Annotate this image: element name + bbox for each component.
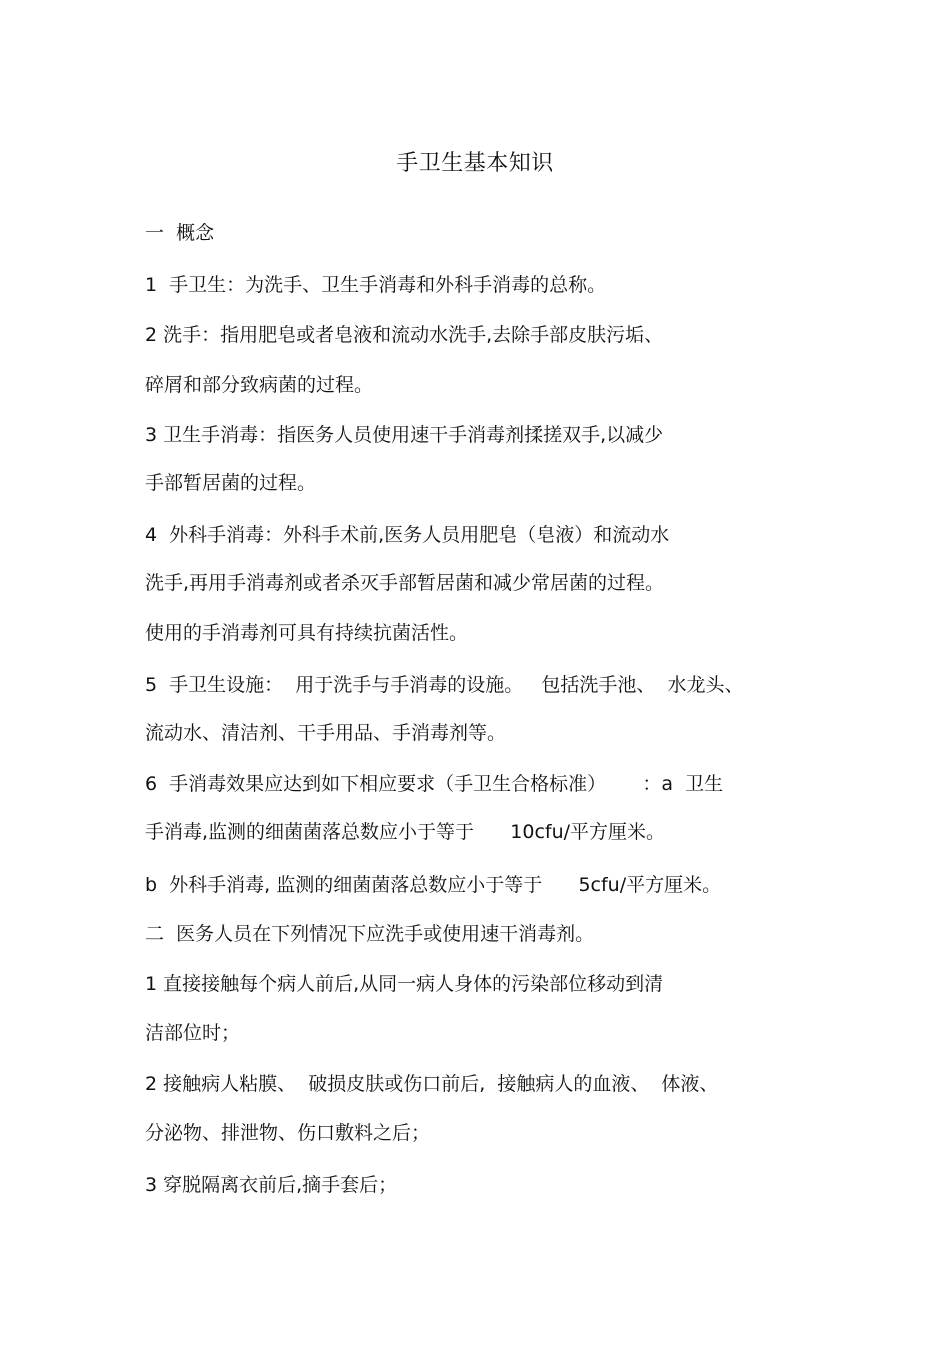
paragraph-line: 4 外科手消毒：外科手术前,医务人员用肥皂（皂液）和流动水 bbox=[145, 524, 670, 546]
paragraph-line: 使用的手消毒剂可具有持续抗菌活性。 bbox=[145, 622, 469, 644]
paragraph-line: 3 穿脱隔离衣前后,摘手套后； bbox=[145, 1174, 398, 1196]
paragraph-line: 分泌物、排泄物、伤口敷料之后； bbox=[145, 1122, 431, 1144]
document-title: 手卫生基本知识 bbox=[396, 151, 554, 176]
paragraph-line: 流动水、清洁剂、干手用品、手消毒剂等。 bbox=[145, 722, 507, 744]
paragraph-line: 手部暂居菌的过程。 bbox=[145, 472, 317, 494]
section-heading-hand-washing-occasions: 二 医务人员在下列情况下应洗手或使用速干消毒剂。 bbox=[145, 923, 595, 945]
paragraph-line: 洁部位时； bbox=[145, 1022, 241, 1044]
paragraph-line: 5 手卫生设施： 用于洗手与手消毒的设施。 包括洗手池、 水龙头、 bbox=[145, 674, 744, 696]
section-heading-concepts: 一 概念 bbox=[145, 222, 215, 244]
paragraph-line: 洗手,再用手消毒剂或者杀灭手部暂居菌和减少常居菌的过程。 bbox=[145, 572, 665, 594]
paragraph-line: 1 直接接触每个病人前后,从同一病人身体的污染部位移动到清 bbox=[145, 973, 664, 995]
paragraph-line: 1 手卫生：为洗手、卫生手消毒和外科手消毒的总称。 bbox=[145, 274, 607, 296]
paragraph-line: 3 卫生手消毒：指医务人员使用速干手消毒剂揉搓双手,以减少 bbox=[145, 424, 664, 446]
paragraph-line: 碎屑和部分致病菌的过程。 bbox=[145, 374, 374, 396]
paragraph-line: 手消毒,监测的细菌菌落总数应小于等于 10cfu/平方厘米。 bbox=[145, 821, 666, 843]
paragraph-line: 6 手消毒效果应达到如下相应要求（手卫生合格标准） ：a 卫生 bbox=[145, 773, 724, 795]
paragraph-line: b 外科手消毒, 监测的细菌菌落总数应小于等于 5cfu/平方厘米。 bbox=[145, 874, 722, 896]
paragraph-line: 2 洗手：指用肥皂或者皂液和流动水洗手,去除手部皮肤污垢、 bbox=[145, 324, 664, 346]
paragraph-line: 2 接触病人粘膜、 破损皮肤或伤口前后, 接触病人的血液、 体液、 bbox=[145, 1073, 719, 1095]
